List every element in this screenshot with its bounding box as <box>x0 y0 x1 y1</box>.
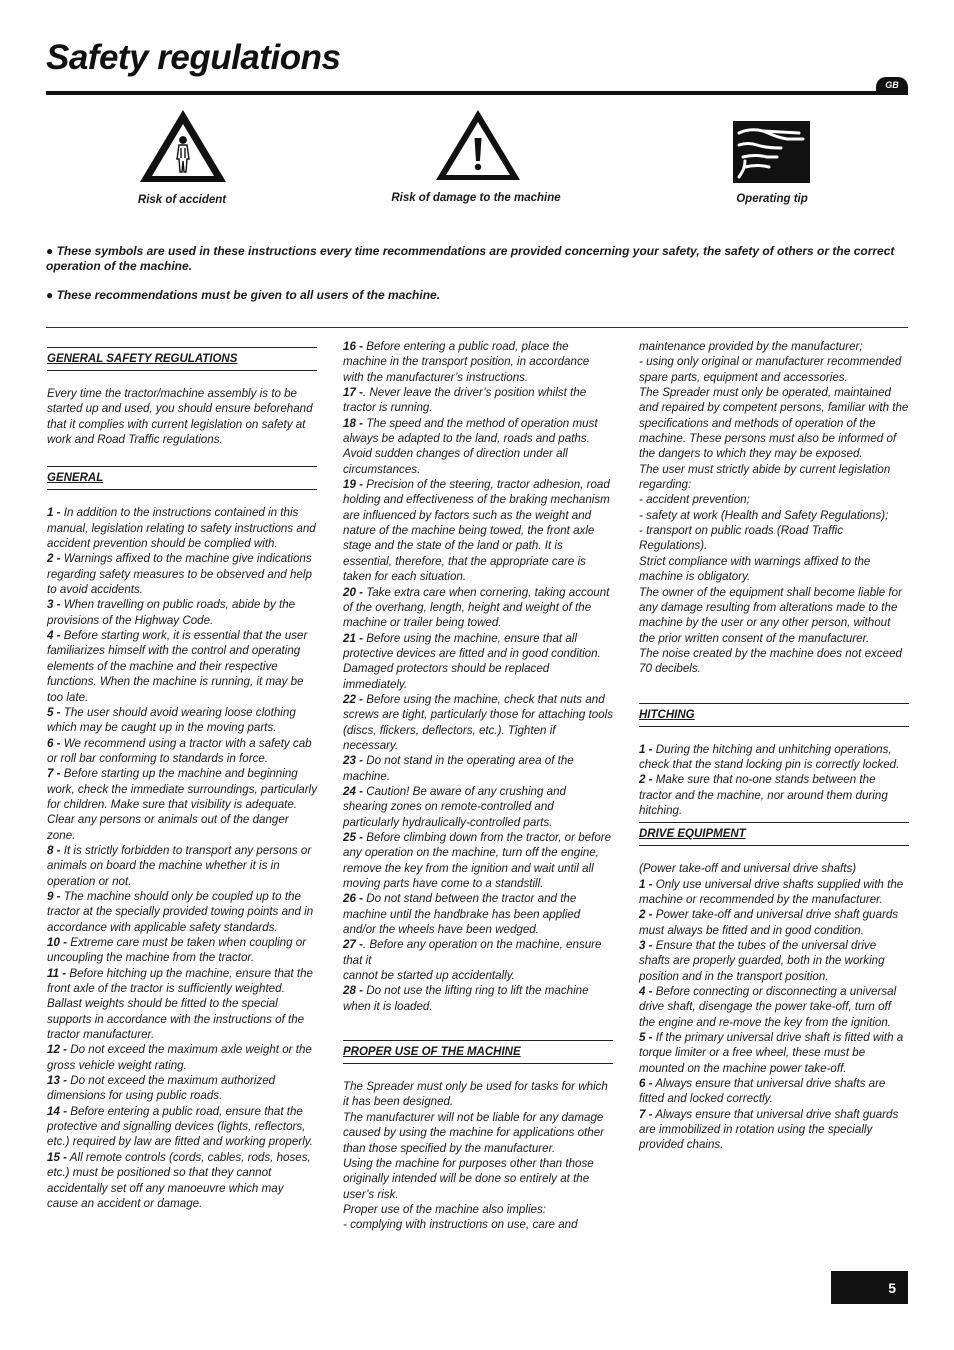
list-item: 18 - The speed and the method of operation must always be adapted to the land, roads and paths. Avoid sudden changes of direction under all circumstances. <box>343 416 598 476</box>
note-users <box>46 288 908 303</box>
list-item: cannot be started up accidentally. <box>343 969 515 983</box>
paragraph: The manufacturer will not be liable for any damage caused by using the machine for applications other than those specified by the manufacturer. <box>343 1110 605 1155</box>
symbol-caption-damage: Risk of damage to the machine <box>391 192 561 204</box>
column-3 <box>639 339 909 1153</box>
section-heading-hitching: HITCHING <box>639 703 909 727</box>
list-item: 4 - Before connecting or disconnecting a universal drive shaft, disengage the power take-off, turn off the engine and re-move the key from the ignition. <box>639 985 897 1029</box>
section-heading-general: GENERAL <box>47 466 317 490</box>
list-item: 9 - The machine should only be coupled up to the tractor at the specially provided towing points and in accordance with applicable safety standards. <box>47 889 314 934</box>
list-item: 2 - Warnings affixed to the machine give indications regarding safety measures to be observed and help to avoid accidents. <box>47 552 312 597</box>
warning-person-icon <box>138 108 228 184</box>
list-item: 20 - Take extra care when cornering, taking account of the overhang, length, height and weight of the machine or trailer being towed. <box>343 585 610 630</box>
list-item: 3 - When travelling on public roads, abide by the provisions of the Highway Code. <box>47 598 296 627</box>
pointing-hand-icon <box>733 121 810 183</box>
list-item: 17 -. Never leave the driver’s position whilst the tractor is running. <box>343 386 587 415</box>
column-1 <box>47 347 317 1211</box>
list-item: 23 - Do not stand in the operating area of the machine. <box>343 754 574 783</box>
paragraph: - transport on public roads (Road Traffic Regulations). <box>639 524 844 553</box>
list-item: 8 - It is strictly forbidden to transport any persons or animals on board the machine whether it is in operation or not. <box>47 843 312 888</box>
list-item: 6 - Always ensure that universal drive shafts are fitted and locked correctly. <box>639 1077 886 1106</box>
paragraph: Every time the tractor/machine assembly is to be started up and used, you should ensure beforehand that it complies with current legislation on safety at work and Road Traffic regulations. <box>47 387 313 447</box>
warning-exclamation-icon <box>434 108 522 182</box>
list-item: 11 - Before hitching up the machine, ensure that the front axle of the tractor is sufficiently weighted. Ballast weights should be fitted to the special supports in accordance with the instructions of the tractor manufacturer. <box>47 966 313 1042</box>
list-item: 7 - Always ensure that universal drive shaft guards are immobilized in rotation using the specially provided chains. <box>639 1107 899 1152</box>
language-badge: GB <box>876 77 908 92</box>
list-item: 24 - Caution! Be aware of any crushing and shearing zones on remote-controlled and particularly hydraulically-controlled parts. <box>343 784 566 829</box>
list-item: 27 -. Before any operation on the machine, ensure that it <box>343 938 602 967</box>
paragraph: - accident prevention; <box>639 493 750 507</box>
section-heading-general-safety: GENERAL SAFETY REGULATIONS <box>47 347 317 371</box>
list-item: 6 - We recommend using a tractor with a safety cab or roll bar conforming to standards in force. <box>47 736 312 765</box>
list-item: 19 - Precision of the steering, tractor adhesion, road holding and effectiveness of the braking mechanism are influenced by factors such as the weight and nature of the machine being towed, the front axle stage and the state of the land or path. It is essential, therefore, that the appropriate care is taken for each situation. <box>343 478 610 584</box>
list-item: 15 - All remote controls (cords, cables, rods, hoses, etc.) must be positioned so that they cannot accidentally set off any manoeuvre which may cause an accident or damage. <box>47 1150 311 1210</box>
list-item: 2 - Make sure that no-one stands between the tractor and the machine, nor around them during hitching. <box>639 773 888 817</box>
bullet: ● <box>46 244 54 258</box>
list-item: 3 - Ensure that the tubes of the universal drive shafts are properly guarded, both in the working position and in the transport position. <box>639 939 885 983</box>
paragraph: (Power take-off and universal drive shafts) <box>639 862 857 876</box>
list-item: 12 - Do not exceed the maximum axle weight or the gross vehicle weight rating. <box>47 1043 312 1072</box>
bullet: ● <box>46 288 54 302</box>
paragraph: - safety at work (Health and Safety Regulations); <box>639 508 889 522</box>
symbol-caption-accident: Risk of accident <box>137 194 227 206</box>
list-item: 4 - Before starting work, it is essential that the user familiarizes himself with the control and operating elements of the machine and their respective functions. When the machine is running, it may be too late. <box>47 629 308 704</box>
paragraph: maintenance provided by the manufacturer; <box>639 340 863 353</box>
list-item: 28 - Do not use the lifting ring to lift the machine when it is loaded. <box>343 984 589 1013</box>
list-item: 21 - Before using the machine, ensure that all protective devices are fitted and in good condition. Damaged protectors should be replaced immediately. <box>343 631 601 691</box>
section-heading-drive-equipment: DRIVE EQUIPMENT <box>639 822 909 846</box>
paragraph: The noise created by the machine does not exceed 70 decibels. <box>639 646 902 676</box>
column-2 <box>343 339 613 1233</box>
note-symbols <box>46 244 908 274</box>
list-item: 1 - During the hitching and unhitching operations, check that the stand locking pin is correctly locked. <box>639 742 900 771</box>
paragraph: The owner of the equipment shall become liable for any damage resulting from alterations made to the machine by the user or any other person, without the prior written consent of the manufacturer. <box>639 585 902 645</box>
note-text: These symbols are used in these instructions every time recommendations are provided concerning your safety, the safety of others or the correct operation of the machine. <box>46 244 895 273</box>
title-rule <box>46 91 908 95</box>
list-item: 25 - Before climbing down from the tractor, or before any operation on the machine, turn off the engine, remove the key from the ignition and wait until all moving parts have come to a standstill. <box>343 831 612 891</box>
paragraph: Using the machine for purposes other than those originally intended will be done so entirely at the user’s risk. <box>343 1156 594 1201</box>
list-item: 1 - Only use universal drive shafts supplied with the machine or recommended by the manufacturer. <box>639 877 904 906</box>
list-item: 1 - In addition to the instructions contained in this manual, legislation relating to safety instructions and accident prevention should be complied with. <box>47 506 316 551</box>
list-item: 10 - Extreme care must be taken when coupling or uncoupling the machine from the tractor. <box>47 936 307 965</box>
paragraph: - complying with instructions on use, care and <box>343 1218 578 1232</box>
list-item: 22 - Before using the machine, check that nuts and screws are tight, particularly those for attaching tools (discs, flickers, deflectors, etc.). Tighten if necessary. <box>343 692 614 752</box>
section-divider <box>46 327 908 328</box>
paragraph: The user must strictly abide by current legislation regarding: <box>639 462 891 492</box>
paragraph: Proper use of the machine also implies: <box>343 1202 546 1216</box>
list-item: 2 - Power take-off and universal drive shaft guards must always be fitted and in good condition. <box>639 908 899 937</box>
list-item: 5 - The user should avoid wearing loose clothing which may be caught up in the moving parts. <box>47 705 296 735</box>
page-number: 5 <box>831 1271 908 1304</box>
paragraph: The Spreader must only be used for tasks for which it has been designed. <box>343 1080 608 1109</box>
list-item: 7 - Before starting up the machine and beginning work, check the immediate surroundings, particularly for children. Make sure that visibility is adequate. Clear any persons or animals out of the danger zone. <box>47 767 317 842</box>
list-item: 14 - Before entering a public road, ensure that the protective and signalling devices (lights, reflectors, etc.) required by law are fitted and working properly. <box>47 1104 313 1149</box>
list-item: 5 - If the primary universal drive shaft is fitted with a torque limiter or a free wheel, these must be mounted on the machine power take-off. <box>639 1031 904 1075</box>
paragraph: - using only original or manufacturer recommended spare parts, equipment and accessories. <box>639 355 902 384</box>
note-text: These recommendations must be given to all users of the machine. <box>56 288 441 302</box>
paragraph: The Spreader must only be operated, maintained and repaired by competent persons, familiar with the specifications and methods of operation of the machine. These persons must also be informed of the dangers to which they may be exposed. <box>639 386 909 461</box>
list-item: 26 - Do not stand between the tractor and the machine until the handbrake has been applied and/or the wheels have been wedged. <box>343 892 581 937</box>
paragraph: Strict compliance with warnings affixed to the machine is obligatory. <box>639 554 871 584</box>
list-item: 13 - Do not exceed the maximum authorized dimensions for using public roads. <box>47 1074 276 1103</box>
page-title: Safety regulations <box>46 38 341 77</box>
symbol-caption-tip: Operating tip <box>736 193 808 205</box>
list-item: 16 - Before entering a public road, place the machine in the transport position, in accordance with the manufacturer’s instructions. <box>343 340 590 384</box>
section-heading-proper-use: PROPER USE OF THE MACHINE <box>343 1040 613 1064</box>
